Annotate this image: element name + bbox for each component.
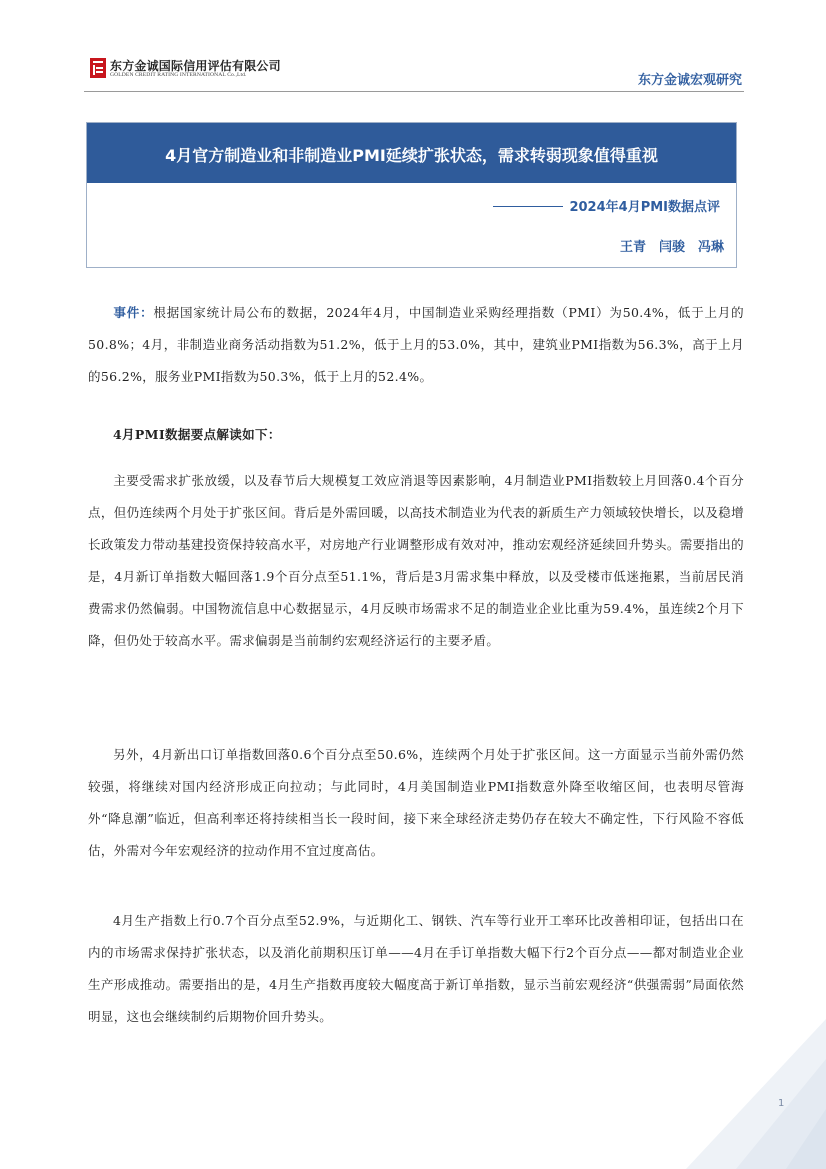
event-label: 事件： [113,305,154,320]
event-paragraph [88,297,744,393]
paragraph-2-text: 另外，4月新出口订单指数回落0.6个百分点至50.6%，连续两个月处于扩张区间。这一方面显示当前外需仍然较强，将继续对国内经济形成正向拉动；与此同时，4月美国制造业PMI指数意外降至收缩区间，也表明尽管海外“降息潮”临近，但高利率还将持续相当长一段时间，接下来全球经济走势仍存在较大不确定性，下行风险不容低估，外需对今年宏观经济的拉动作用不宜过度高估。 [88,747,744,858]
subtitle-dash [493,206,563,207]
paragraph-1-text: 主要受需求扩张放缓，以及春节后大规模复工效应消退等因素影响，4月制造业PMI指数较上月回落0.4个百分点，但仍连续两个月处于扩张区间。背后是外需回暖，以高技术制造业为代表的新质生产力领域较快增长，以及稳增长政策发力带动基建投资保持较高水平，对房地产行业调整形成有效对冲，推动宏观经济延续回升势头。需要指出的是，4月新订单指数大幅回落1.9个百分点至51.1%，背后是3月需求集中释放，以及受楼市低迷拖累，当前居民消费需求仍然偏弱。中国物流信息中心数据显示，4月反映市场需求不足的制造业企业比重为59.4%，虽连续2个月下降，但仍处于较高水平。需求偏弱是当前制约宏观经济运行的主要矛盾。 [88,473,744,648]
page-number: 1 [778,1098,785,1109]
section-heading: 4月PMI数据要点解读如下： [113,427,281,442]
report-authors: 王青 闫骏 冯琳 [619,240,724,255]
subtitle-text: 2024年4月PMI数据点评 [569,200,720,215]
event-text: 根据国家统计局公布的数据，2024年4月，中国制造业采购经理指数（PMI）为50.4%，低于上月的50.8%；4月，非制造业商务活动指数为51.2%，低于上月的53.0%，其中，建筑业PMI指数为56.3%，高于上月的56.2%，服务业PMI指数为50.3%，低于上月的52.4%。 [88,305,744,384]
title-box [86,122,737,268]
page-header [84,56,744,92]
paragraph-3 [88,905,744,1033]
paragraph-1 [88,465,744,657]
section-title: 东方金诚宏观研究 [637,73,742,88]
title-band [87,123,736,183]
corner-decoration [666,1019,826,1169]
paragraph-3-text: 4月生产指数上行0.7个百分点至52.9%，与近期化工、钢铁、汽车等行业开工率环比改善相印证，包括出口在内的市场需求保持扩张状态，以及消化前期积压订单——4月在手订单指数大幅下行2个百分点——都对制造业企业生产形成推动。需要指出的是，4月生产指数再度较大幅度高于新订单指数，显示当前宏观经济“供强需弱”局面依然明显，这也会继续制约后期物价回升势头。 [88,913,744,1024]
company-logo-icon [90,58,106,78]
company-name-en: GOLDEN CREDIT RATING INTERNATIONAL Co.,Ltd. [110,72,247,78]
company-name-cn: 东方金诚国际信用评估有限公司 [110,59,281,73]
report-title: 4月官方制造业和非制造业PMI延续扩张状态，需求转弱现象值得重视 [165,146,658,165]
header-divider [84,91,744,92]
report-subtitle [493,196,720,215]
paragraph-2 [88,739,744,867]
